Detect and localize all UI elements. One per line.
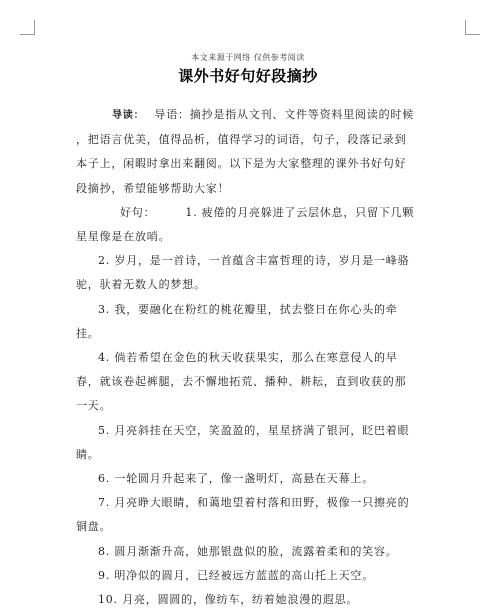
sentence-item: 3. 我，要融化在粉红的桃花瓣里，拭去整日在你心头的牵挂。 [76,302,398,340]
page-title: 课外书好句好段摘抄 [178,67,318,85]
good-sentences-label: 好句： [120,205,156,219]
intro-text: 导语：摘抄是指从文刊、文件等资料里阅读的时候 ，把语言优美，值得品析，值得学习的词语，句子，段落记录到本子上，闲暇时拿出来翻阅。以下是为大家整理的课外书好句好段摘抄，希望能够帮助大家！ [76,108,415,195]
header-note: 本文来源于网络 仅供参考阅读 [191,53,305,62]
sentence-text: 1. 疲倦的月亮躲进了云层休息，只留下几颗星星像是在放哨。 [76,205,415,244]
sentence-item: 8. 圆月渐渐升高，她那银盘似的脸，流露着柔和的笑容。 [98,544,398,558]
sentence-item: 5. 月亮斜挂在天空，笑盈盈的，星星挤满了银河，眨巴着眼睛。 [76,423,410,461]
sentence-item: 7. 月亮睁大眼睛，和蔼地望着村落和田野，极像一只擦亮的铜盘。 [76,496,410,534]
crop-mark-top-left [20,20,35,35]
sentence-item: 4. 倘若希望在金色的秋天收获果实，那么在寒意侵人的早春，就该卷起裤腿，去不懈地拓荒、播种、耕耘，直到收获的那一天。 [76,351,407,413]
sentence-item [76,201,416,249]
intro-label: 导读： [112,110,145,121]
sentence-item: 2. 岁月，是一首诗，一首蕴含丰富哲理的诗，岁月是一峰骆驼，驮着无数人的梦想。 [76,254,410,292]
sentence-item: 9. 明净似的圆月，已经被远方蓝蓝的高山托上天空。 [98,568,374,582]
document-body [76,103,416,612]
sentence-item: 6. 一轮圆月升起来了，像一盏明灯，高悬在天幕上。 [98,472,374,486]
sentence-item: 10. 月亮，圆圆的，像纺车，纺着她浪漫的遐思。 [98,593,359,607]
intro-paragraph [76,103,416,201]
crop-mark-top-right [465,20,480,35]
